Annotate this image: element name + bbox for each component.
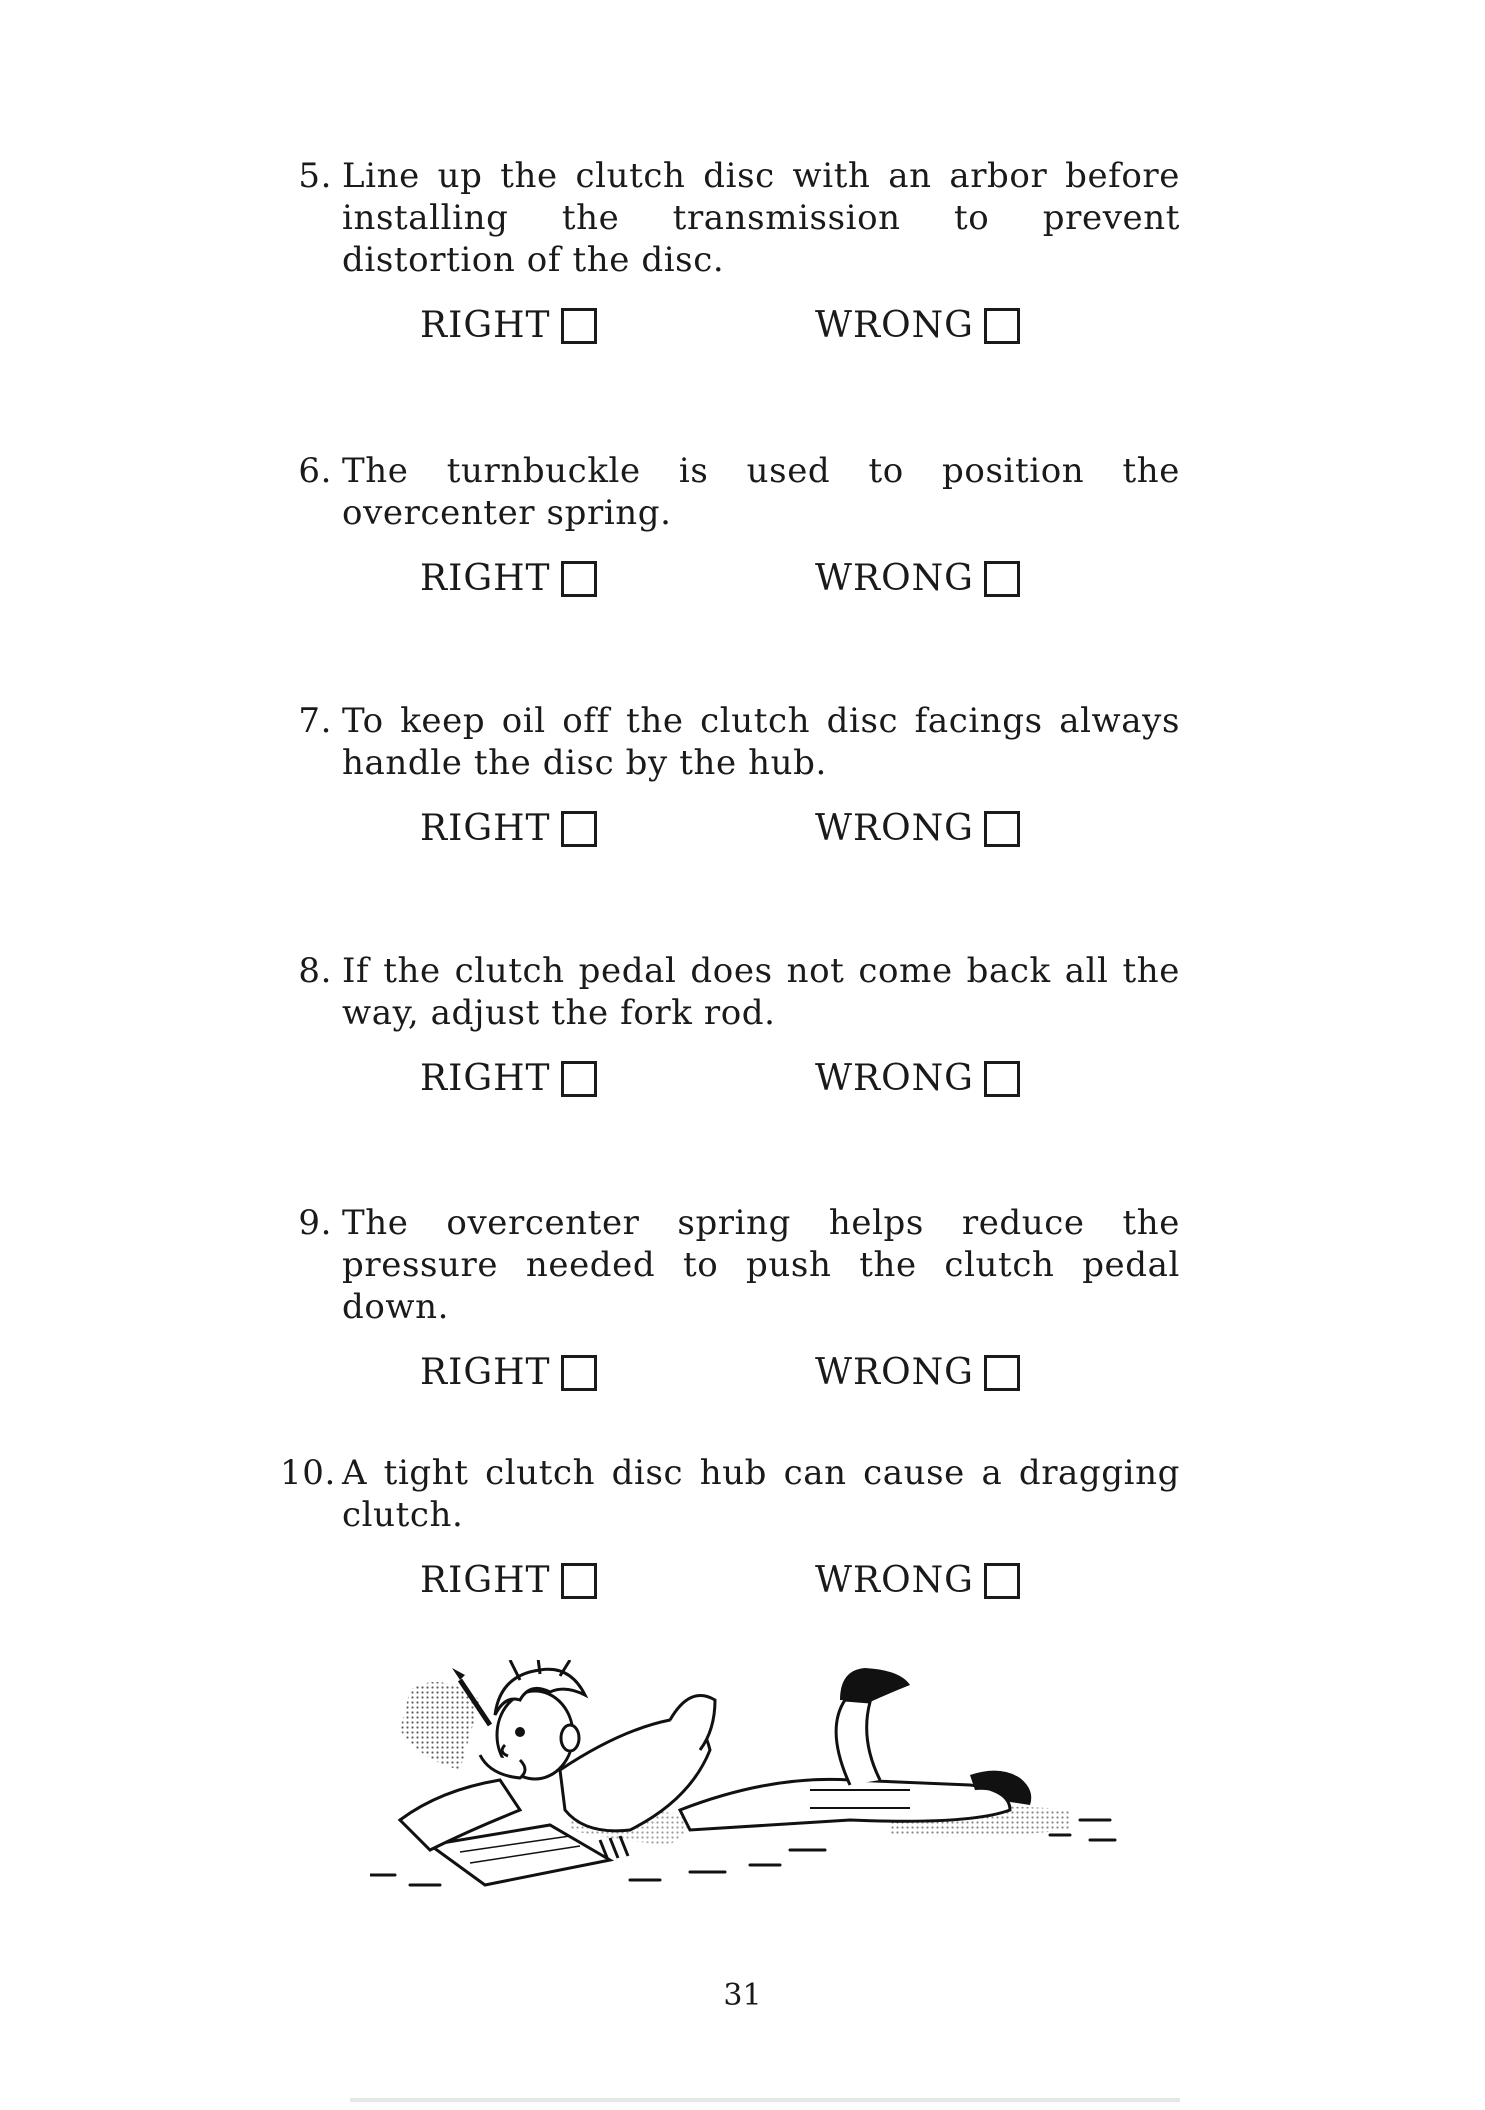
right-label: RIGHT bbox=[420, 305, 551, 346]
wrong-label: WRONG bbox=[815, 305, 974, 346]
question-number: 8. bbox=[298, 951, 332, 991]
wrong-checkbox[interactable] bbox=[984, 1563, 1020, 1599]
wrong-label: WRONG bbox=[815, 1058, 974, 1099]
wrong-checkbox[interactable] bbox=[984, 1355, 1020, 1391]
wrong-choice bbox=[815, 1058, 1020, 1099]
wrong-label: WRONG bbox=[815, 1352, 974, 1393]
question-6 bbox=[280, 450, 1180, 608]
answer-choices bbox=[280, 558, 1180, 608]
right-checkbox[interactable] bbox=[561, 308, 597, 344]
question-text: Line up the clutch disc with an arbor before installing the transmission to prevent distortion of the disc. bbox=[342, 156, 1180, 280]
question-7 bbox=[280, 700, 1180, 858]
wrong-checkbox[interactable] bbox=[984, 308, 1020, 344]
answer-choices bbox=[280, 1058, 1180, 1108]
wrong-checkbox[interactable] bbox=[984, 811, 1020, 847]
answer-choices bbox=[280, 808, 1180, 858]
right-choice bbox=[420, 1058, 597, 1099]
question-text-block bbox=[280, 700, 1180, 784]
question-text-block bbox=[280, 950, 1180, 1034]
student-lying-on-floor-writing-illustration bbox=[370, 1660, 1140, 1910]
wrong-checkbox[interactable] bbox=[984, 561, 1020, 597]
question-text: A tight clutch disc hub can cause a dragging clutch. bbox=[342, 1453, 1180, 1535]
question-number: 6. bbox=[298, 451, 332, 491]
right-choice bbox=[420, 808, 597, 849]
question-text-block bbox=[280, 1452, 1180, 1536]
page-bottom-edge bbox=[350, 2098, 1180, 2102]
right-choice bbox=[420, 1560, 597, 1601]
question-number: 7. bbox=[298, 701, 332, 741]
question-text: To keep oil off the clutch disc facings always handle the disc by the hub. bbox=[342, 701, 1180, 783]
question-text-block bbox=[280, 1202, 1180, 1328]
wrong-choice bbox=[815, 558, 1020, 599]
question-text: The overcenter spring helps reduce the pressure needed to push the clutch pedal down. bbox=[342, 1203, 1180, 1327]
question-9 bbox=[280, 1202, 1180, 1402]
question-10 bbox=[280, 1452, 1180, 1610]
right-label: RIGHT bbox=[420, 1560, 551, 1601]
answer-choices bbox=[280, 1560, 1180, 1610]
question-5 bbox=[280, 155, 1180, 355]
wrong-choice bbox=[815, 305, 1020, 346]
right-checkbox[interactable] bbox=[561, 811, 597, 847]
wrong-choice bbox=[815, 808, 1020, 849]
right-choice bbox=[420, 1352, 597, 1393]
question-number: 10. bbox=[280, 1453, 336, 1493]
page-number: 31 bbox=[723, 1978, 762, 2013]
right-label: RIGHT bbox=[420, 1058, 551, 1099]
question-text-block bbox=[280, 450, 1180, 534]
right-checkbox[interactable] bbox=[561, 1355, 597, 1391]
wrong-checkbox[interactable] bbox=[984, 1061, 1020, 1097]
question-number: 5. bbox=[298, 156, 332, 196]
right-checkbox[interactable] bbox=[561, 1563, 597, 1599]
answer-choices bbox=[280, 305, 1180, 355]
question-number: 9. bbox=[298, 1203, 332, 1243]
answer-choices bbox=[280, 1352, 1180, 1402]
wrong-label: WRONG bbox=[815, 808, 974, 849]
wrong-label: WRONG bbox=[815, 1560, 974, 1601]
right-choice bbox=[420, 558, 597, 599]
wrong-label: WRONG bbox=[815, 558, 974, 599]
wrong-choice bbox=[815, 1560, 1020, 1601]
right-choice bbox=[420, 305, 597, 346]
question-text: The turnbuckle is used to position the overcenter spring. bbox=[342, 451, 1180, 533]
question-text-block bbox=[280, 155, 1180, 281]
right-label: RIGHT bbox=[420, 558, 551, 599]
wrong-choice bbox=[815, 1352, 1020, 1393]
question-8 bbox=[280, 950, 1180, 1108]
right-checkbox[interactable] bbox=[561, 561, 597, 597]
right-label: RIGHT bbox=[420, 808, 551, 849]
question-text: If the clutch pedal does not come back all the way, adjust the fork rod. bbox=[342, 951, 1180, 1033]
right-checkbox[interactable] bbox=[561, 1061, 597, 1097]
right-label: RIGHT bbox=[420, 1352, 551, 1393]
